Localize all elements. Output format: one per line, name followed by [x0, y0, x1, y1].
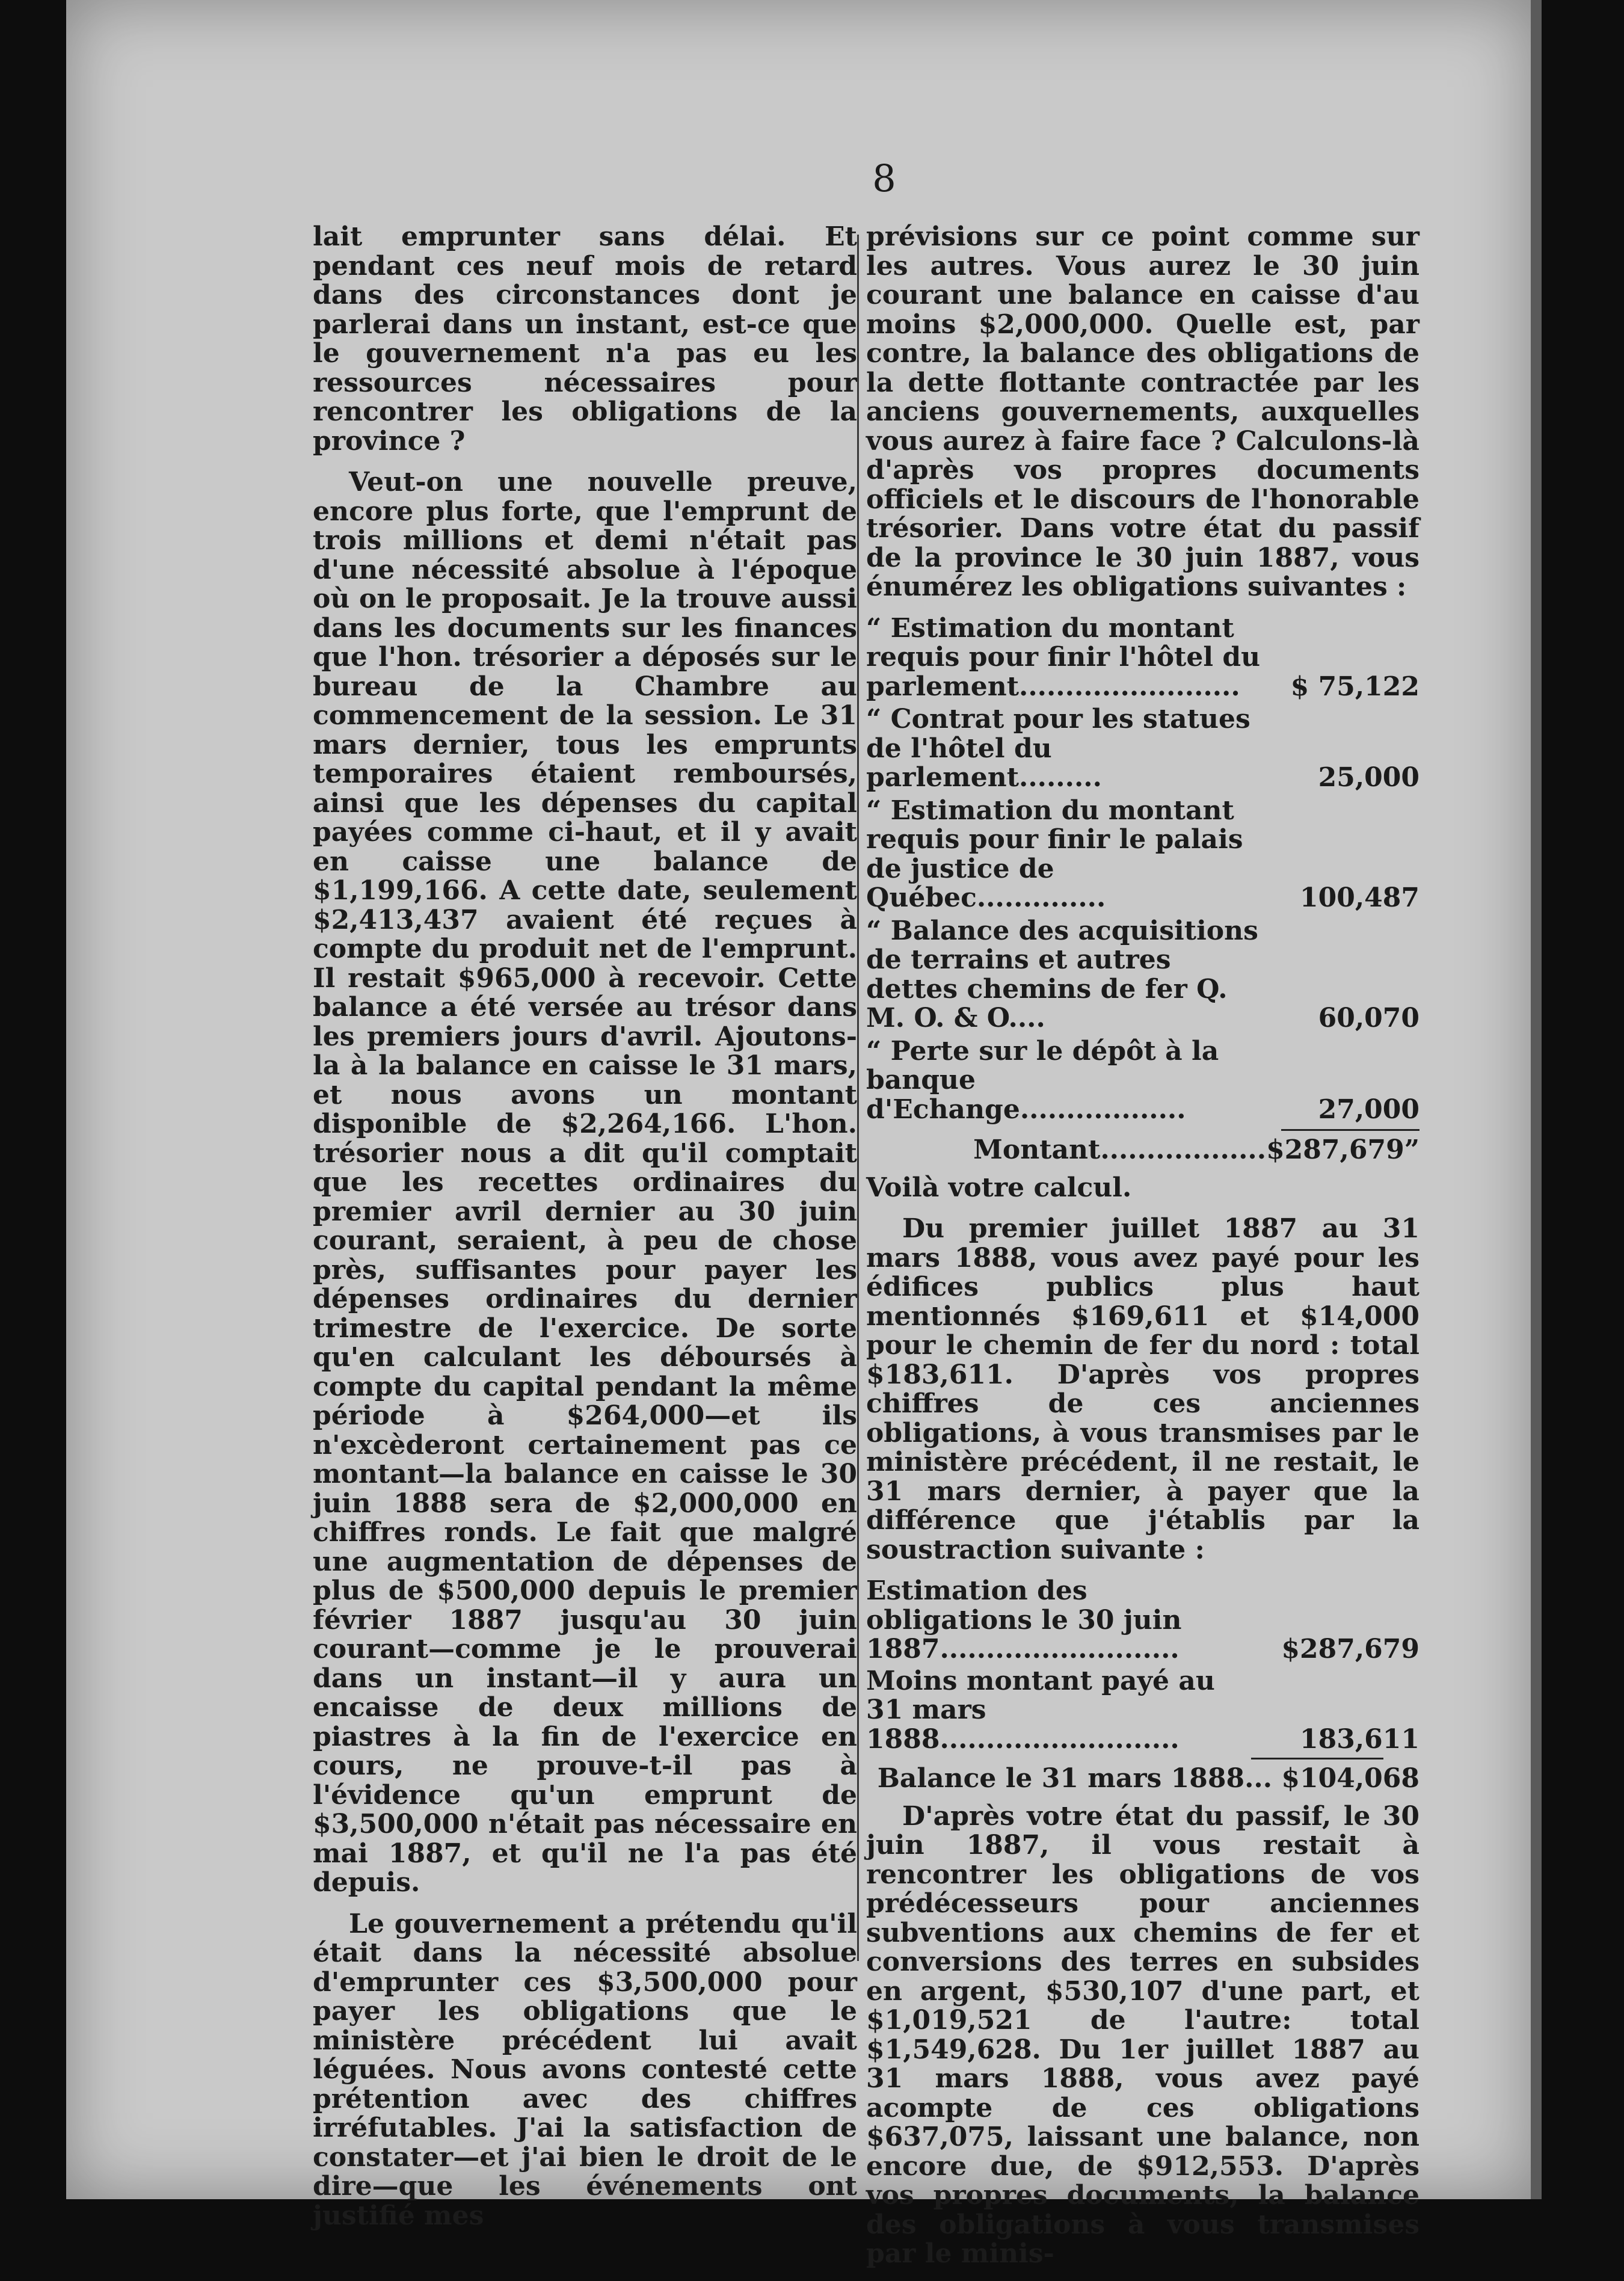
estimates-total: Montant..................$287,679” — [973, 1134, 1419, 1165]
right-column — [866, 223, 1419, 2281]
calc-amount: 183,611 — [1299, 1723, 1419, 1755]
estimate-amount: 27,000 — [1318, 1094, 1419, 1125]
estimate-text: “ Contrat pour les statues de l'hôtel du parlement......... — [866, 704, 1250, 793]
calc-text: Estimation des obligations le 30 juin 1887.......................... — [866, 1575, 1182, 1664]
calc-text: Moins montant payé au 31 mars 1888.......................... — [866, 1665, 1215, 1755]
calc-item — [866, 1667, 1419, 1755]
balance-rule — [1251, 1758, 1383, 1759]
page-edge — [1531, 0, 1542, 2199]
calc-amount: $287,679 — [1281, 1634, 1419, 1664]
left-column — [313, 223, 857, 2243]
estimate-item — [866, 917, 1419, 1033]
calc-item — [866, 1577, 1419, 1664]
right-paragraph-2: Du premier juillet 1887 au 31 mars 1888, vous avez payé pour les édifices publics plus haut mentionnés $169,611 et $14,000 pour le chemin de fer du nord : total $183,611. D'après vos propres chiffres de ces anciennes obligations, à vous transmises par le ministère précédent, il ne restait, le 31 mars dernier, à payer que la différence que j'établis par la soustraction suivante : — [866, 1213, 1419, 1565]
estimate-text: “ Estimation du montant requis pour finir le palais de justice de Québec.............. — [866, 795, 1243, 913]
estimate-item — [866, 705, 1419, 793]
estimates-list — [866, 614, 1419, 1125]
estimate-item — [866, 614, 1419, 702]
estimate-amount: $ 75,122 — [1290, 671, 1419, 702]
left-paragraph-1: lait emprunter sans délai. Et pendant ces neuf mois de retard dans des circonstances dont je parlerai dans un instant, est-ce que le gouvernement n'a pas eu les ressources nécessaires pour rencontrer les obligations de la province ? — [313, 221, 857, 457]
left-paragraph-3: Le gouvernement a prétendu qu'il était dans la nécessité absolue d'emprunter ces $3,500,000 pour payer les obligations que le ministère précédent lui avait léguées. Nous avons contesté cette prétention avec des chiffres irréfutables. J'ai la satisfaction de constater—et j'ai bien le droit de le dire—que les événements ont justifié mes — [313, 1908, 857, 2231]
column-divider — [857, 235, 859, 1961]
balance-line: Balance le 31 mars 1888... $104,068 — [877, 1763, 1419, 1794]
estimate-text: “ Estimation du montant requis pour finir l'hôtel du parlement........................ — [866, 612, 1261, 702]
calc-intro: Voilà votre calcul. — [866, 1172, 1132, 1203]
estimate-amount: 60,070 — [1318, 1003, 1419, 1033]
estimate-text: “ Perte sur le dépôt à la banque d'Echange.................. — [866, 1035, 1219, 1125]
estimate-text: “ Balance des acquisitions de terrains et autres dettes chemins de fer Q. M. O. & O.... — [866, 915, 1258, 1033]
estimate-item — [866, 796, 1419, 913]
page-number: 8 — [872, 156, 896, 200]
total-rule — [1281, 1129, 1419, 1131]
right-intro: prévisions sur ce point comme sur les autres. Vous aurez le 30 juin courant une balance en caisse d'au moins $2,000,000. Quelle est, par contre, la balance des obligations de la dette flottante contractée par les anciens gouvernements, auxquelles vous aurez à faire face ? Calculons-là d'après vos propres documents officiels et le discours de l'honorable trésorier. Dans votre état du passif de la province le 30 juin 1887, vous énumérez les obligations suivantes : — [866, 221, 1419, 602]
estimate-item — [866, 1037, 1419, 1125]
right-paragraph-3: D'après votre état du passif, le 30 juin 1887, il vous restait à rencontrer les obligations de vos prédécesseurs pour anciennes subventions aux chemins de fer et conversions des terres en subsides en argent, $530,107 d'une part, et $1,019,521 de l'autre: total $1,549,628. Du 1er juillet 1887 au 31 mars 1888, vous avez payé acompte de ces obligations $637,075, laissant une balance, non encore due, de $912,553. D'après vos propres documents, la balance des obligations à vous transmises par le minis- — [866, 1800, 1419, 2269]
estimate-amount: 100,487 — [1299, 882, 1419, 913]
estimate-amount: 25,000 — [1318, 762, 1419, 793]
left-paragraph-2: Veut-on une nouvelle preuve, encore plus forte, que l'emprunt de trois millions et demi n'était pas d'une nécessité absolue à l'époque où on le proposait. Je la trouve aussi dans les documents sur les finances que l'hon. trésorier a déposés sur le bureau de la Chambre au commencement de la session. Le 31 mars dernier, tous les emprunts temporaires étaient remboursés, ainsi que les dépenses du capital payées comme ci-haut, et il y avait en caisse une balance de $1,199,166. A cette date, seulement $2,413,437 avaient été reçues à compte du produit net de l'emprunt. Il restait $965,000 à recevoir. Cette balance a été versée au trésor dans les premiers jours d'avril. Ajoutons-la à la balance en caisse le 31 mars, et nous avons un montant disponible de $2,264,166. L'hon. trésorier nous a dit qu'il comptait que les recettes ordinaires du premier avril dernier au 30 juin courant, seraient, à peu de chose près, suffisantes pour payer les dépenses ordinaires du dernier trimestre de l'exercice. De sorte qu'en calculant les déboursés à compte du capital pendant la même période à $264,000—et ils n'excèderont certainement pas ce montant—la balance en caisse le 30 juin 1888 sera de $2,000,000 en chiffres ronds. Le fait que malgré une augmentation de dépenses de plus de $500,000 depuis le premier février 1887 jusqu'au 30 juin courant—comme je le prouverai dans un instant—il y aura un encaisse de deux millions de piastres à la fin de l'exercice en cours, ne prouve-t-il pas à l'évidence qu'un emprunt de $3,500,000 n'était pas nécessaire en mai 1887, et qu'il ne l'a pas été depuis. — [313, 467, 857, 1898]
